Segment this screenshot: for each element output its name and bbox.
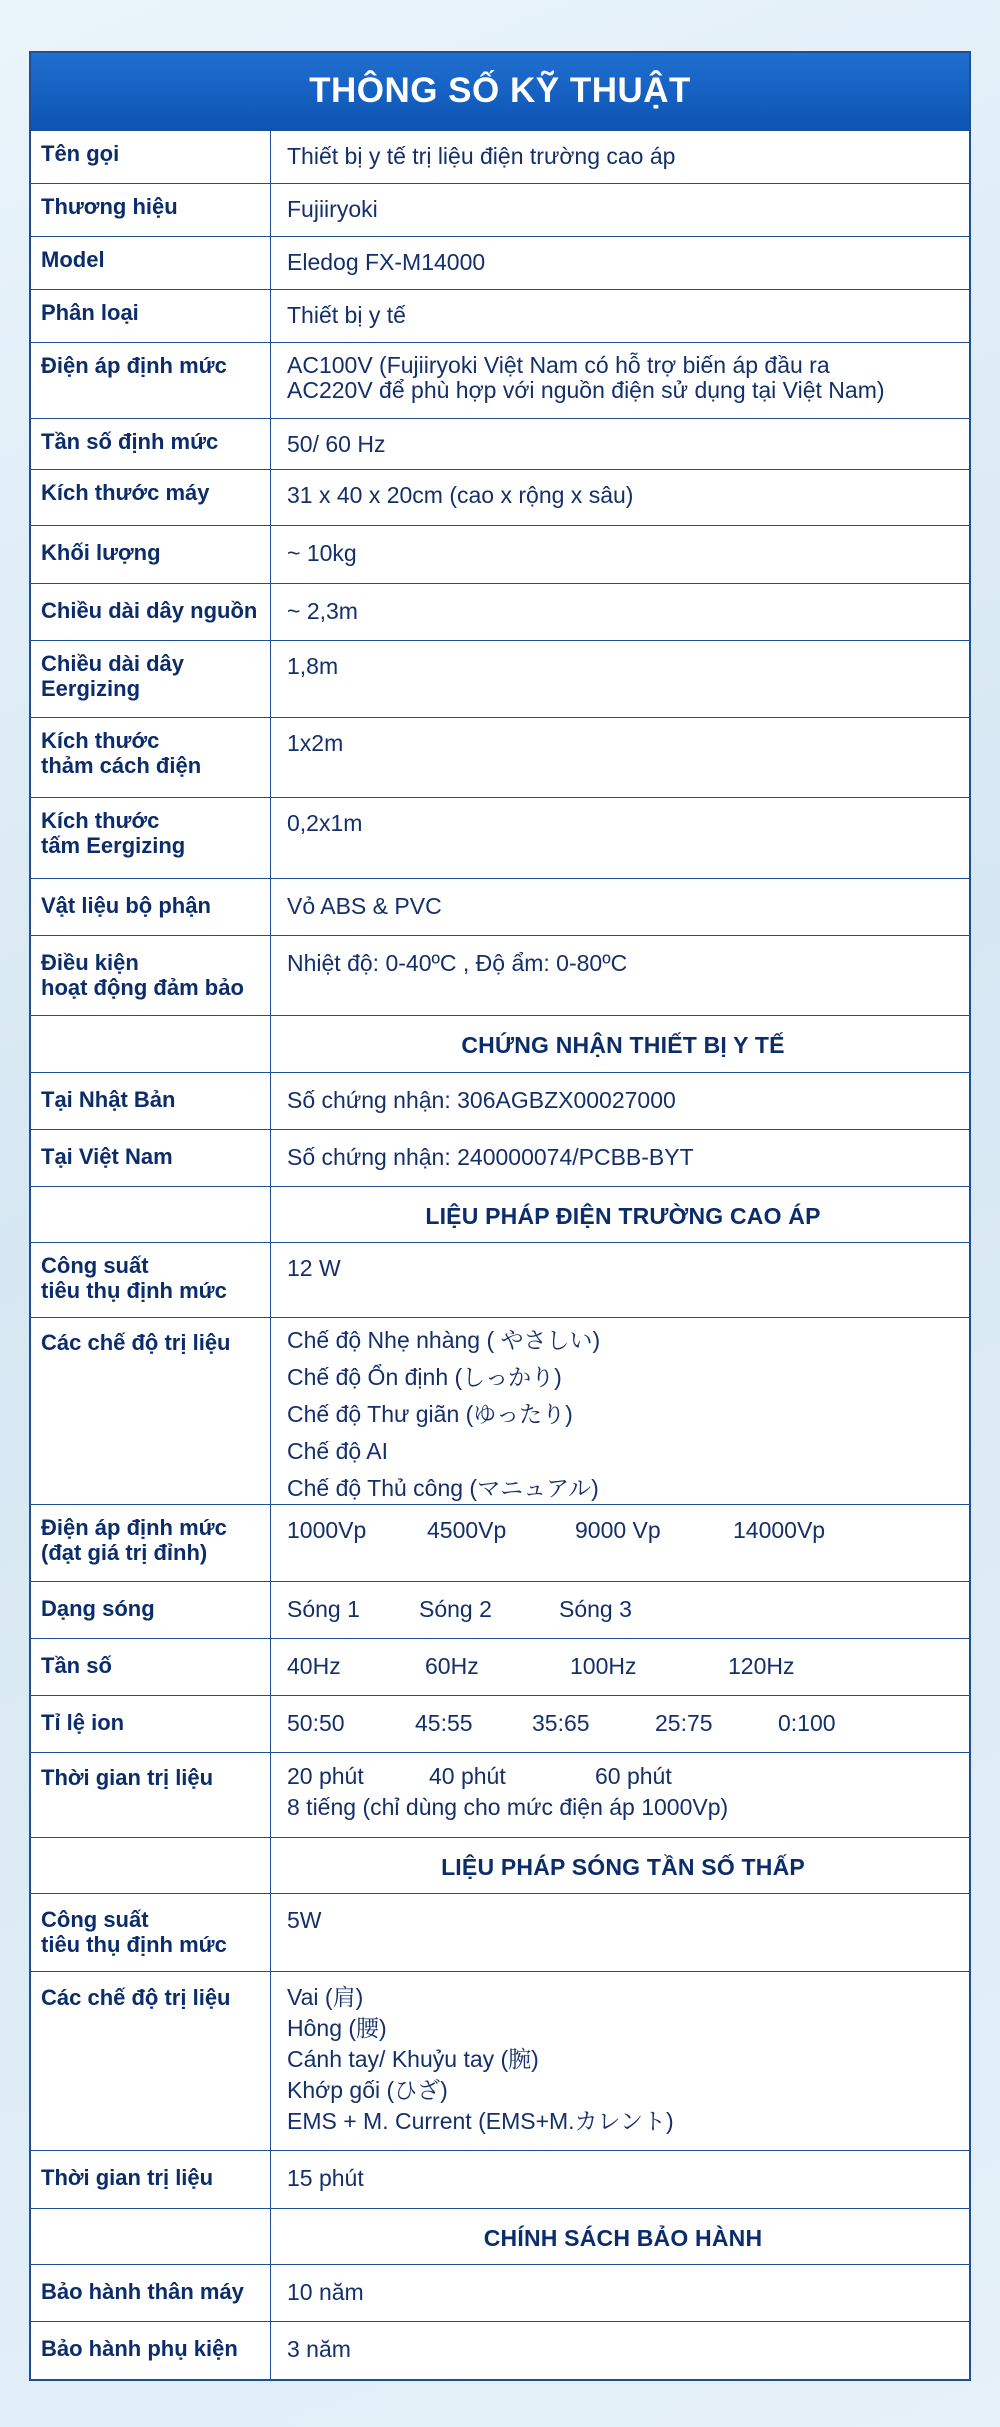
spec-row-operating-conditions: [31, 936, 969, 1016]
voltage-value: 9000 Vp: [575, 1517, 661, 1543]
row-label: Tại Nhật Bản: [31, 1073, 271, 1129]
mode-item: Chế độ Nhẹ nhàng ( やさしい): [287, 1327, 601, 1353]
row-value: 50/ 60 Hz: [287, 431, 386, 457]
lf-row-modes: [31, 1972, 969, 2151]
row-label: Thời gian trị liệu: [31, 2151, 271, 2208]
row-label: Bảo hành phụ kiện: [31, 2322, 271, 2379]
lf-row-therapy-time: [31, 2151, 969, 2209]
row-value: Số chứng nhận: 306AGBZX00027000: [287, 1087, 676, 1113]
row-label: Phân loại: [31, 290, 271, 342]
time-note: 8 tiếng (chỉ dùng cho mức điện áp 1000Vp): [287, 1794, 729, 1820]
row-value: 1,8m: [287, 653, 339, 679]
row-value: [271, 1696, 969, 1752]
spec-row-dimensions: [31, 470, 969, 526]
spec-table: [29, 51, 971, 2381]
row-value: [271, 1753, 969, 1837]
row-label: Công suất tiêu thụ định mức: [31, 1894, 271, 1971]
row-label: Các chế độ trị liệu: [31, 1318, 271, 1504]
ion-value: 45:55: [415, 1710, 473, 1736]
mode-item: Khớp gối (ひざ): [287, 2077, 448, 2103]
row-value: Nhiệt độ: 0-40ºC , Độ ẩm: 0-80ºC: [287, 950, 628, 976]
row-label: Tại Việt Nam: [31, 1130, 271, 1186]
section-header-certification: [31, 1016, 969, 1073]
row-label: Tần số định mức: [31, 419, 271, 469]
warranty-row-body: [31, 2265, 969, 2322]
mode-item: Chế độ Ổn định (しっかり): [287, 1364, 562, 1390]
row-value: 3 năm: [287, 2336, 351, 2362]
hv-row-ion-ratio: [31, 1696, 969, 1753]
section-title: CHÍNH SÁCH BẢO HÀNH: [483, 2225, 763, 2251]
ion-value: 50:50: [287, 1710, 345, 1736]
spec-row-category: [31, 290, 969, 343]
mode-item: Cánh tay/ Khuỷu tay (腕): [287, 2046, 539, 2072]
row-label: Vật liệu bộ phận: [31, 879, 271, 935]
row-value: ~ 2,3m: [287, 598, 358, 624]
spec-row-name: [31, 131, 969, 184]
row-label: Điện áp định mức (đạt giá trị đỉnh): [31, 1505, 271, 1581]
row-label: Khối lượng: [31, 526, 271, 583]
mode-item: Chế độ Thư giãn (ゆったり): [287, 1401, 573, 1427]
row-value: 5W: [287, 1907, 322, 1933]
row-value: [271, 343, 969, 418]
section-header-low-frequency: [31, 1838, 969, 1894]
mode-item: Chế độ AI: [287, 1438, 389, 1464]
section-title: LIỆU PHÁP SÓNG TẦN SỐ THẤP: [441, 1854, 805, 1880]
hv-row-power: [31, 1243, 969, 1318]
row-value: ~ 10kg: [287, 540, 357, 566]
row-value: [271, 1318, 969, 1504]
mode-item: Hông (腰): [287, 2015, 387, 2041]
ion-value: 35:65: [532, 1710, 590, 1736]
row-value: 31 x 40 x 20cm (cao x rộng x sâu): [287, 482, 634, 508]
row-label: Bảo hành thân máy: [31, 2265, 271, 2321]
row-value: 0,2x1m: [287, 810, 363, 836]
cert-row-vietnam: [31, 1130, 969, 1187]
wave-value: Sóng 1: [287, 1596, 360, 1622]
row-label: Kích thước máy: [31, 470, 271, 525]
row-value: 10 năm: [287, 2279, 364, 2305]
wave-value: Sóng 3: [559, 1596, 632, 1622]
frequency-value: 120Hz: [728, 1653, 795, 1679]
row-value: [271, 1639, 969, 1695]
spec-row-energizing-cord: [31, 641, 969, 718]
row-value: Thiết bị y tế trị liệu điện trường cao áp: [287, 143, 676, 169]
voltage-value: 1000Vp: [287, 1517, 367, 1543]
section-title: CHỨNG NHẬN THIẾT BỊ Y TẾ: [461, 1032, 785, 1058]
wave-value: Sóng 2: [419, 1596, 492, 1622]
section-title: LIỆU PHÁP ĐIỆN TRƯỜNG CAO ÁP: [425, 1203, 821, 1229]
row-value: Vỏ ABS & PVC: [287, 893, 442, 919]
frequency-value: 40Hz: [287, 1653, 341, 1679]
row-label: Thời gian trị liệu: [31, 1753, 271, 1837]
row-label: Chiều dài dây Eergizing: [31, 641, 271, 717]
spec-title: THÔNG SỐ KỸ THUẬT: [31, 53, 969, 131]
row-label: Tên gọi: [31, 131, 271, 183]
row-label: Các chế độ trị liệu: [31, 1972, 271, 2150]
spec-row-power-cord: [31, 584, 969, 641]
spec-row-model: [31, 237, 969, 290]
mode-item: Chế độ Thủ công (マニュアル): [287, 1475, 599, 1501]
mode-item: EMS + M. Current (EMS+M.カレント): [287, 2108, 674, 2134]
mode-item: Vai (肩): [287, 1984, 364, 2010]
spec-row-brand: [31, 184, 969, 237]
row-label: Kích thước tấm Eergizing: [31, 798, 271, 878]
frequency-value: 100Hz: [570, 1653, 637, 1679]
hv-row-modes: [31, 1318, 969, 1505]
row-value: Eledog FX-M14000: [287, 249, 486, 275]
row-label: Thương hiệu: [31, 184, 271, 236]
spec-row-material: [31, 879, 969, 936]
value-line: AC100V (Fujiiryoki Việt Nam có hỗ trợ biến áp đầu ra: [287, 352, 830, 378]
spec-row-insulation-mat: [31, 718, 969, 798]
row-label: Công suất tiêu thụ định mức: [31, 1243, 271, 1317]
row-value: [271, 1972, 969, 2150]
spec-row-rated-voltage: [31, 343, 969, 419]
time-value: 60 phút: [595, 1763, 672, 1789]
voltage-value: 14000Vp: [733, 1517, 826, 1543]
row-label: Tần số: [31, 1639, 271, 1695]
row-label: Kích thước thảm cách điện: [31, 718, 271, 797]
row-value: Thiết bị y tế: [287, 302, 406, 328]
row-value: 1x2m: [287, 730, 344, 756]
row-label: Tỉ lệ ion: [31, 1696, 271, 1752]
row-label: Điều kiện hoạt động đảm bảo: [31, 936, 271, 1015]
hv-row-therapy-time: [31, 1753, 969, 1838]
spec-row-energizing-pad: [31, 798, 969, 879]
row-label: Model: [31, 237, 271, 289]
ion-value: 25:75: [655, 1710, 713, 1736]
row-value: [271, 1505, 969, 1581]
warranty-row-accessories: [31, 2322, 969, 2379]
spec-row-rated-frequency: [31, 419, 969, 470]
row-value: [271, 1582, 969, 1638]
row-label: Dạng sóng: [31, 1582, 271, 1638]
row-value: Số chứng nhận: 240000074/PCBB-BYT: [287, 1144, 694, 1170]
frequency-value: 60Hz: [425, 1653, 479, 1679]
value-line: AC220V để phù hợp với nguồn điện sử dụng tại Việt Nam): [287, 377, 885, 403]
row-value: 12 W: [287, 1255, 341, 1281]
hv-row-voltage: [31, 1505, 969, 1582]
row-value: 15 phút: [287, 2165, 364, 2191]
hv-row-waveform: [31, 1582, 969, 1639]
cert-row-japan: [31, 1073, 969, 1130]
row-label: Điện áp định mức: [31, 343, 271, 418]
section-header-high-voltage: [31, 1187, 969, 1243]
lf-row-power: [31, 1894, 969, 1972]
ion-value: 0:100: [778, 1710, 836, 1736]
section-header-warranty: [31, 2209, 969, 2265]
time-value: 20 phút: [287, 1763, 364, 1789]
row-label: Chiều dài dây nguồn: [31, 584, 271, 640]
hv-row-frequency: [31, 1639, 969, 1696]
spec-row-weight: [31, 526, 969, 584]
row-value: Fujiiryoki: [287, 196, 378, 222]
time-value: 40 phút: [429, 1763, 506, 1789]
voltage-value: 4500Vp: [427, 1517, 507, 1543]
